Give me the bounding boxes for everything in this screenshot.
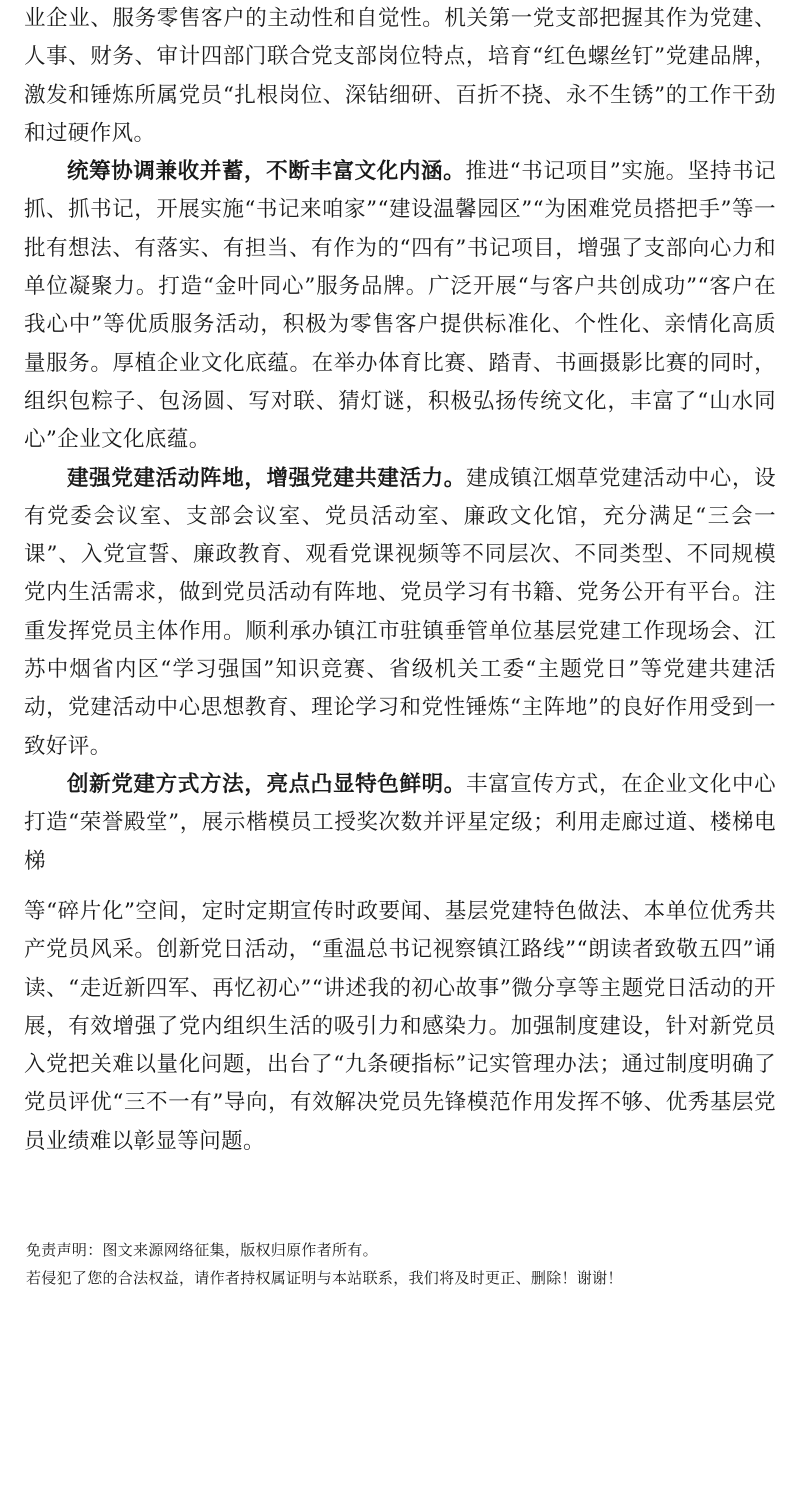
paragraph-lead: 创新党建方式方法，亮点凸显特色鲜明。 — [67, 771, 466, 797]
paragraph-1 — [24, 0, 776, 153]
disclaimer-line-2: 若侵犯了您的合法权益，请作者持权属证明与本站联系，我们将及时更正、删除！谢谢！ — [26, 1269, 623, 1287]
paragraph-text: 推进“书记项目”实施。坚持书记抓、抓书记，开展实施“书记来咱家”“建设温馨园区”“为困难党员搭把手”等一批有想法、有落实、有担当、有作为的“四有”书记项目，增强了支部向心力和单位凝聚力。打造“金叶同心”服务品牌。广泛开展“与客户共创成功”“客户在我心中”等优质服务活动，积极为零售客户提供标准化、个性化、亲情化高质量服务。厚植企业文化底蕴。在举办体育比赛、踏青、书画摄影比赛的同时，组织包粽子、包汤圆、写对联、猜灯谜，积极弘扬传统文化，丰富了“山水同心”企业文化底蕴。 — [24, 159, 777, 453]
paragraph-text: 丰富宣传方式，在企业文化中心打造“荣誉殿堂”，展示楷模员工授奖次数并评星定级；利用走廊过道、楼梯电梯 — [24, 771, 777, 874]
paragraph-2 — [24, 153, 776, 459]
paragraph-text: 建成镇江烟草党建活动中心，设有党委会议室、支部会议室、党员活动室、廉政文化馆，充分满足“三会一课”、入党宣誓、廉政教育、观看党课视频等不同层次、不同类型、不同规模党内生活需求，做到党员活动有阵地、党员学习有书籍、党务公开有平台。注重发挥党员主体作用。顺利承办镇江市驻镇垂管单位基层党建工作现场会、江苏中烟省内区“学习强国”知识竞赛、省级机关工委“主题党日”等党建共建活动，党建活动中心思想教育、理论学习和党性锤炼“主阵地”的良好作用受到一致好评。 — [24, 465, 777, 759]
disclaimer — [26, 1236, 786, 1292]
article-body-bottom — [24, 893, 776, 1161]
paragraph-lead: 统筹协调兼收并蓄，不断丰富文化内涵。 — [67, 159, 466, 185]
disclaimer-line-1: 免责声明：图文来源网络征集，版权归原作者所有。 — [26, 1241, 378, 1259]
paragraph-4 — [24, 766, 776, 881]
paragraph-lead: 建强党建活动阵地，增强党建共建活力。 — [67, 465, 466, 491]
paragraph-5 — [24, 893, 776, 1161]
article-body-top — [24, 0, 776, 881]
paragraph-text: 等“碎片化”空间，定时定期宣传时政要闻、基层党建特色做法、本单位优秀共产党员风采。创新党日活动，“重温总书记视察镇江路线”“朗读者致敬五四”诵读、“走近新四军、再忆初心”“讲述我的初心故事”微分享等主题党日活动的开展，有效增强了党内组织生活的吸引力和感染力。加强制度建设，针对新党员入党把关难以量化问题，出台了“九条硬指标”记实管理办法；通过制度明确了党员评优“三不一有”导向，有效解决党员先锋模范作用发挥不够、优秀基层党员业绩难以彰显等问题。 — [24, 899, 776, 1154]
paragraph-3 — [24, 460, 776, 766]
paragraph-text: 业企业、服务零售客户的主动性和自觉性。机关第一党支部把握其作为党建、人事、财务、审计四部门联合党支部岗位特点，培育“红色螺丝钉”党建品牌，激发和锤炼所属党员“扎根岗位、深钻细研、百折不挠、永不生锈”的工作干劲和过硬作风。 — [24, 6, 776, 146]
